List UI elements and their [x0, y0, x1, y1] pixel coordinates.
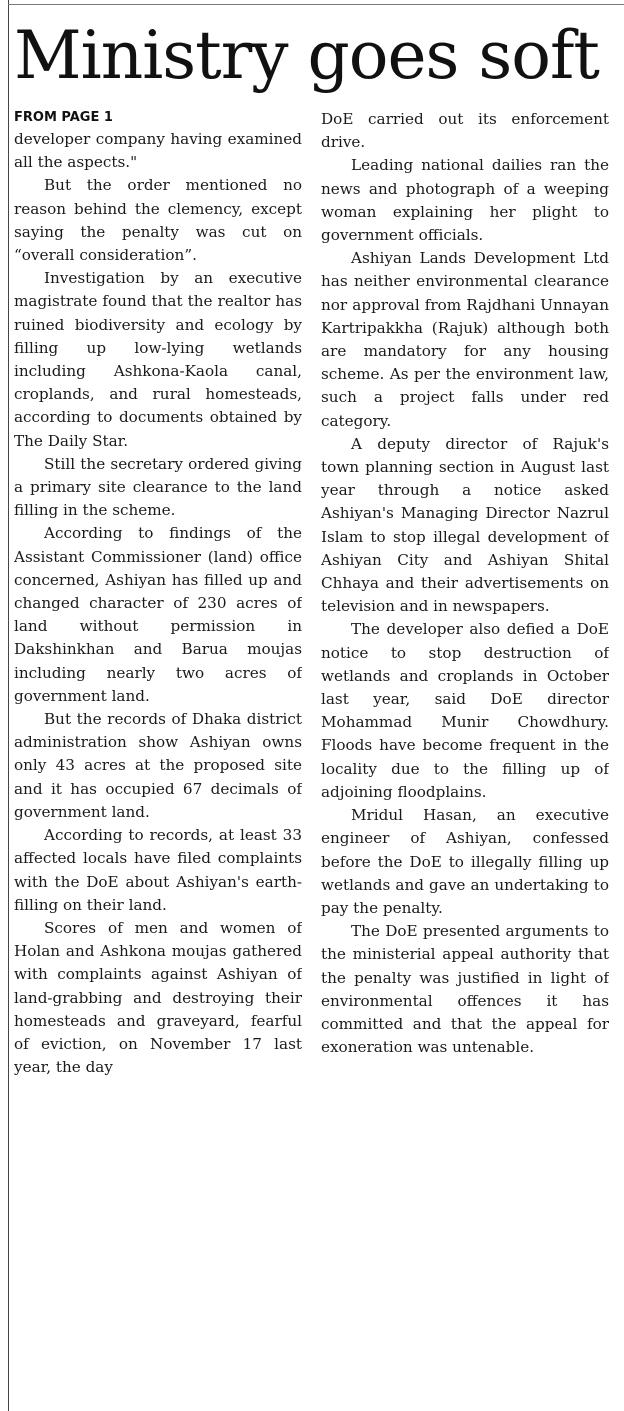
paragraph: Ashiyan Lands Development Ltd has neither environmental clearance nor approval from Rajdhani Unnayan Kartripakkha (Rajuk) although both are mandatory for any housing scheme. As per the environment law, such a project falls under red category. — [321, 249, 609, 430]
paragraph: Leading national dailies ran the news and photograph of a weeping woman explaining her plight to government officials. — [321, 156, 609, 245]
article-column-1 — [14, 108, 302, 1408]
paragraph: Mridul Hasan, an executive engineer of Ashiyan, confessed before the DoE to illegally filling up wetlands and gave an undertaking to pay the penalty. — [321, 806, 609, 917]
paragraph: But the order mentioned no reason behind the clemency, except saying the penalty was cut on “overall consideration”. — [14, 176, 302, 265]
paragraph: Scores of men and women of Holan and Ashkona moujas gathered with complaints against Ashiyan of land-grabbing and destroying their homesteads and graveyard, fearful of eviction, on November 17 last year, the day — [14, 918, 302, 1077]
paragraph: developer company having examined all the aspects." — [14, 130, 302, 172]
continued-from-label: FROM PAGE 1 — [14, 110, 113, 125]
left-column-rule — [8, 0, 9, 1411]
paragraph: DoE carried out its enforcement drive. — [321, 110, 609, 152]
paragraph: The DoE presented arguments to the ministerial appeal authority that the penalty was justified in light of environmental offences it has committed and that the appeal for exoneration was untenable. — [321, 922, 609, 1057]
article-column-2 — [321, 108, 609, 1408]
headline: Ministry goes soft — [14, 17, 599, 94]
top-rule — [8, 4, 624, 5]
paragraph: The developer also defied a DoE notice to stop destruction of wetlands and croplands in October last year, said DoE director Mohammad Munir Chowdhury. Floods have become frequent in the locality due to the filling up of adjoining floodplains. — [321, 620, 609, 801]
paragraph: A deputy director of Rajuk's town planning section in August last year through a notice asked Ashiyan's Managing Director Nazrul Islam to stop illegal development of Ashiyan City and Ashiyan Shital Chhaya and their advertisements on television and in newspapers. — [321, 434, 609, 616]
paragraph: Investigation by an executive magistrate found that the realtor has ruined biodiversity and ecology by filling up low-lying wetlands including Ashkona-Kaola canal, croplands, and rural homesteads, according to documents obtained by The Daily Star. — [14, 269, 302, 450]
paragraph: Still the secretary ordered giving a primary site clearance to the land filling in the scheme. — [14, 454, 302, 520]
paragraph: According to findings of the Assistant Commissioner (land) office concerned, Ashiyan has filled up and changed character of 230 acres of land without permission in Dakshinkhan and Barua moujas including nearly two acres of government land. — [14, 524, 302, 705]
paragraph: But the records of Dhaka district administration show Ashiyan owns only 43 acres at the proposed site and it has occupied 67 decimals of government land. — [14, 710, 302, 821]
paragraph: According to records, at least 33 affected locals have filed complaints with the DoE about Ashiyan's earth-filling on their land. — [14, 826, 302, 914]
